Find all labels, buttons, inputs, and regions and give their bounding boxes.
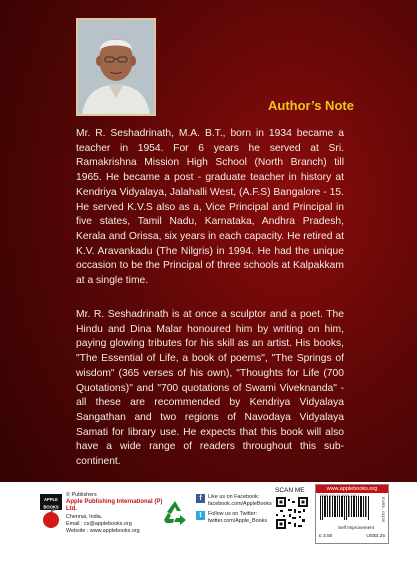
barcode-panel <box>315 484 389 544</box>
publisher-label: © Publishers <box>66 492 97 498</box>
svg-text:BOOKS: BOOKS <box>43 504 59 510</box>
facebook-line1: Like us on Facebook: <box>208 494 260 500</box>
social-links <box>196 494 272 528</box>
subject-label: Self Improvement <box>338 525 374 530</box>
publisher-website: Website : www.applebooks.org <box>66 528 140 535</box>
website-banner: www.applebooks.org <box>316 485 388 493</box>
twitter-line2: twitter.com/Apple_Books <box>208 518 268 524</box>
twitter-line1: Follow us on Twitter: <box>208 511 258 517</box>
author-note-heading: Author’s Note <box>268 98 354 113</box>
author-bio-paragraph: Mr. R. Seshadrinath, M.A. B.T., born in 1934 became a teacher in 1954. For 6 years he served at Sri. Ramakrishna Mission High School (North Branch) till 1965. He became a post - graduate teacher in history at Kendriya Vidyalaya, Jalahalli West, (A.F.S) Bangalore - 15. He served K.V.S also as a, Vice Principal and Principal in five states, Tamil Nadu, Karnataka, Andhra Pradesh, Kerala and Orissa, six years in each capacity. He retired at K.V. Aravankadu (The Nilgris) in 1994. He had the unique occasion to be the Principal of three schools at Kalpakkam at a single time. <box>76 128 344 287</box>
publisher-email: Email : cs@applebooks.org <box>66 520 132 527</box>
facebook-icon: f <box>196 494 205 503</box>
price-usd: US$3.25 <box>366 534 385 539</box>
author-portrait-image <box>78 20 154 114</box>
price-row <box>319 534 385 539</box>
facebook-link[interactable] <box>196 494 272 508</box>
facebook-line2: facebook.com/AppleBooks <box>208 501 272 507</box>
price-gbp: £ 3.50 <box>319 534 333 539</box>
apple-books-logo <box>40 494 62 530</box>
isbn-label: 93 5005 <box>336 494 350 498</box>
recycle-icon <box>160 498 190 528</box>
qr-code[interactable] <box>276 497 308 529</box>
author-photo <box>76 18 156 116</box>
isbn-barcode <box>320 496 370 524</box>
side-code: EUR5 - 01100 <box>381 497 386 523</box>
scan-me-label: SCAN ME <box>275 487 305 494</box>
author-works-paragraph: Mr. R. Seshadrinath is at once a sculptor and a poet. The Hindu and Dina Malar honoured him by writing on him, paying glowing tributes for his skill as an artist. His books, "The Essential of Life, a book of poems", "The Springs of wisdom" (365 verses of his own), "Thoughts for Life (700 Quotations)" and "700 quotations of Swami Viveknanda" - all these are recommended by Kendriya Vidyalaya Sangathan and two regions of Navodaya Vidyalaya Samati for library use. He expects that this book will also have a wide range of readers throughout this sub-continent. <box>76 309 344 468</box>
back-cover-footer <box>0 482 417 565</box>
publisher-name: Apple Publishing International (P) Ltd. <box>66 499 163 513</box>
twitter-icon: t <box>196 511 205 520</box>
publisher-info <box>66 492 166 535</box>
svg-text:APPLE: APPLE <box>44 497 58 502</box>
publisher-city: Chennai, India. <box>66 513 103 520</box>
twitter-link[interactable] <box>196 511 272 525</box>
